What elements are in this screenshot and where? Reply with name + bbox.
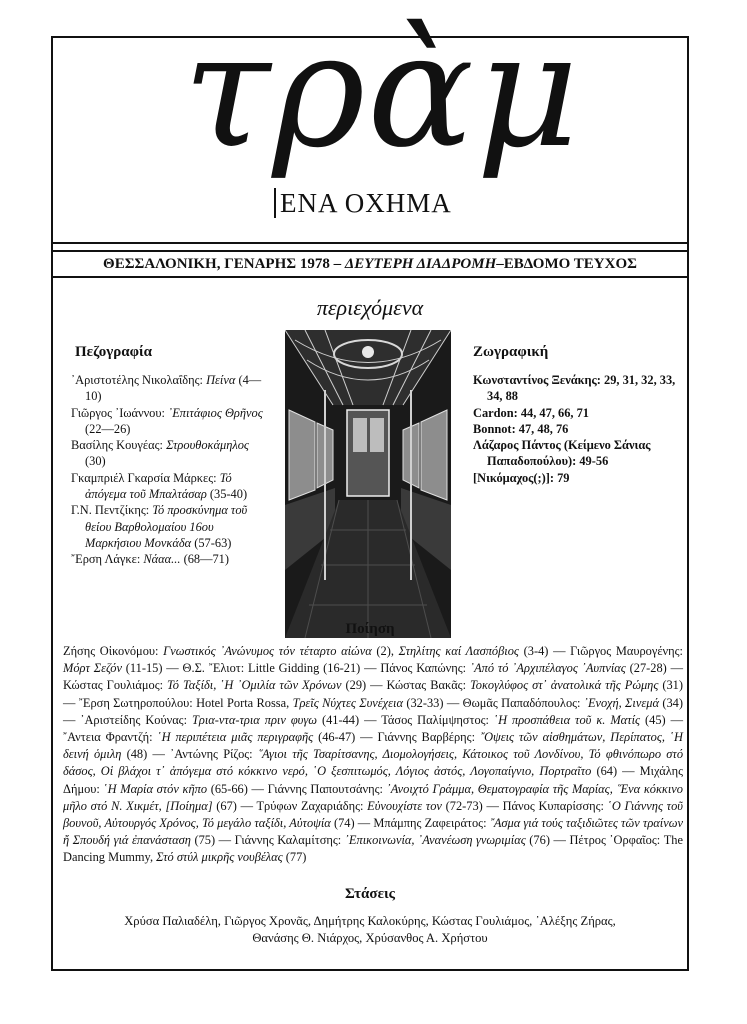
prose-author: Βασίλης Κουγέας: <box>71 438 167 453</box>
poetry-text: (76) — Πέτρος ᾿Ορφαῖος: The Dancing Mummy, <box>63 833 684 865</box>
prose-entry <box>71 551 271 567</box>
painting-entry: Bonnot: 47, 48, 76 <box>473 421 569 436</box>
poetry-text: (2), <box>371 644 399 658</box>
poetry-text: (46-47) — Γιάννης Βαρβέρης: <box>313 730 480 745</box>
poetry-text: (77) <box>282 850 307 865</box>
dateline-route: ΔΕΥΤΕΡΗ ΔΙΑΔΡΟΜΗ <box>344 256 497 272</box>
prose-pages: (30) <box>85 454 106 469</box>
poetry-work-title: ᾿Επικοινωνία, ᾿Ανανέωση γνωριμίας <box>344 833 526 848</box>
tram-interior-photo <box>285 330 451 638</box>
dateline <box>53 250 687 278</box>
poetry-work-title: Μόρτ Σεζόν <box>63 661 122 676</box>
prose-pages: (57-63) <box>191 535 232 550</box>
stations-list <box>53 913 687 947</box>
stations-line: Θανάσης Θ. Νιάρχος, Χρύσανθος Α. Χρήστου <box>252 931 488 945</box>
page-frame <box>51 0 689 971</box>
poetry-text: (64) — Μιχάλης Δήμου: <box>63 764 683 796</box>
prose-pages: (22—26) <box>85 421 131 436</box>
prose-entry <box>71 372 271 405</box>
prose-pages: (68—71) <box>180 552 229 567</box>
painting-entry: Κωνσταντίνος Ξενάκης: 29, 31, 32, 33, 34, 88 <box>473 373 676 404</box>
prose-author: ῎Ερση Λάγκε: <box>71 552 144 567</box>
prose-work: Τό ἀπόγεμα τοῦ Μπαλτάσαρ <box>85 470 232 502</box>
prose-entry <box>71 405 271 438</box>
prose-work: Νάαα... <box>143 552 181 567</box>
stations-heading: Στάσεις <box>345 886 395 902</box>
poetry-text: (32-33) — Θωμᾶς Παπαδόπουλος: <box>402 695 584 710</box>
poetry-work-title: ῾Ο Γιάννης τοῦ βουνοῦ, Αὐτουργός Χρόνος, Τό μεγάλο ταξίδι, Αὐτοψία <box>63 798 683 831</box>
stations-line: Χρύσα Παλιαδέλη, Γιῶργος Χρονᾶς, Δημήτρης Καλοκύρης, Κώστας Γουλιάμος, ᾿Αλέξης Ζήρας, <box>124 914 616 928</box>
dateline-place-date: ΘΕΣΣΑΛΟΝΙΚΗ, ΓΕΝΑΡΗΣ 1978 – <box>103 256 342 272</box>
prose-pages: (4—10) <box>85 373 262 404</box>
poetry-work-title: Εὐνουχίστε τον <box>367 798 442 813</box>
poetry-text: (27-28) — Κώστας Γουλιάμος: <box>63 661 683 693</box>
prose-entry <box>71 470 271 503</box>
poetry-work-title: Τό Ταξίδι, ῾Η ᾿Ομιλία τῶν Χρόνων <box>167 678 342 693</box>
tram-interior-illustration <box>285 330 451 638</box>
prose-author: Γιῶργος ᾿Ιωάννου: <box>71 405 169 420</box>
poetry-text: (11-15) — Θ.Σ. ῎Ελιοτ: Little Gidding (16-21) — Πάνος Καπώνης: <box>121 661 470 676</box>
poetry-text: (65-66) — Γιάννης Παπουτσάνης: <box>207 781 387 796</box>
prose-list <box>71 372 271 568</box>
poetry-text: (31) — ῎Ερση Σωτηροπούλου: Hotel Porta Rossa, <box>63 678 683 710</box>
prose-pages: (35-40) <box>206 487 248 502</box>
prose-work: Πείνα <box>206 373 236 387</box>
poetry-text: (45) — ῎Αντεια Φραντζή: <box>63 712 683 745</box>
poetry-work-title: ῾Η περιπέτεια μιᾶς περιγραφῆς <box>157 730 314 745</box>
poetry-work-title: ῎Ασμα γιά τούς ταξιδιῶτες τῶν τραίνων ἤ Σπουδή γιά ἐπανάσταση <box>63 816 683 848</box>
prose-work: Τό προσκύνημα τοῦ θείου Βαρθολομαίου 16ου Μαρκήσιου Μονκάδα <box>85 503 248 550</box>
poetry-text: (41-44) — Τάσος Παλίμψηστος: <box>317 712 494 727</box>
poetry-work-title: ᾿Ανοιχτό Γράμμα, Θεματογραφία τῆς Μαρίας, ῞Ενα κόκκινο μῆλο στό Ν. Χικμέτ, [Ποίημα] <box>63 781 683 813</box>
painting-entry: [Νικόμαχος(;)]: 79 <box>473 470 570 485</box>
poetry-text: Ζήσης Οἰκονόμου: <box>63 644 164 658</box>
poetry-work-title: Στό στύλ μικρῆς νουβέλας <box>156 850 283 865</box>
painting-entry: Cardon: 44, 47, 66, 71 <box>473 405 589 420</box>
painting-heading: Ζωγραφική <box>473 344 549 360</box>
poetry-work-title: Τρεῖς Νύχτες Συνέχεια <box>292 695 403 710</box>
poetry-text: (29) — Κώστας Βακᾶς: <box>341 678 471 693</box>
poetry-text: (74) — Μπάμπης Ζαφειράτος: <box>330 816 490 831</box>
poetry-work-title: Τρια-ντα-τρια πριν φυγω <box>192 712 317 727</box>
poetry-text: (3-4) — Γιῶργος Μαυρογένης: <box>518 644 683 658</box>
poetry-text: (72-73) — Πάνος Κυπαρίσσης: <box>441 798 608 813</box>
painting-list <box>473 372 683 486</box>
prose-work: Στρουθοκάμηλος <box>166 438 249 453</box>
poetry-text: (67) — Τρύφων Ζαχαριάδης: <box>212 798 368 813</box>
poetry-heading: Ποίηση <box>345 621 395 637</box>
prose-entry <box>71 437 271 470</box>
poetry-text: (34) — ᾿Αριστείδης Κούνας: <box>63 695 683 727</box>
poetry-work-title: Τοκογλύφος στ᾿ ἀνατολικά τῆς Ρώμης <box>470 678 659 693</box>
prose-author: Γκαμπριέλ Γκαρσία Μάρκες: <box>71 470 220 485</box>
painting-entry: Λάζαρος Πάντος (Κείμενο Σάνιας Παπαδοπούλου): 49-56 <box>473 438 651 469</box>
masthead <box>53 0 687 244</box>
prose-author: ᾿Αριστοτέλης Νικολαΐδης: <box>71 373 207 387</box>
dateline-issue: –ΕΒΔΟΜΟ ΤΕΥΧΟΣ <box>496 256 637 272</box>
poetry-text: (75) — Γιάννης Καλαμίτσης: <box>190 833 345 848</box>
magazine-subtitle: ΕΝΑ ΟΧΗΜΑ <box>274 188 452 218</box>
prose-work: ᾿Επιτάφιος Θρῆνος <box>168 405 263 420</box>
prose-heading: Πεζογραφία <box>75 344 153 360</box>
contents-title: περιεχόμενα <box>316 295 424 320</box>
prose-author: Γ.Ν. Πεντζίκης: <box>71 503 153 518</box>
poetry-work-title: Γνωστικός ᾿Ανώνυμος τόν τέταρτο αἰώνα <box>163 644 372 658</box>
poetry-work-title: Στηλίτης καί Λασπόβιος <box>398 644 519 658</box>
prose-entry <box>71 502 271 551</box>
poetry-work-title: ῞Αγιοι τῆς Τσαρίτσανης, Διομολογήσεις, Κάτοικος τοῦ Λονδίνου, Τό φθινόπωρο στό δάσος, Οἱ βλάχοι τ᾿ ἀπόγεμα στό κόκκινο νερό, ῾Ο ξεσπιτωμός, Λόγιος ἀστός, Λογοπαίγνιο, Πορτραῖτο <box>63 747 684 779</box>
poetry-work-title: ᾿Ενοχή, Σινεμά <box>583 695 659 710</box>
poetry-work-title: ῾Η Μαρία στόν κῆπο <box>103 781 208 796</box>
poetry-work-title: ᾿Από τό ᾿Αρχιπέλαγος ᾿Αυπνίας <box>469 661 626 676</box>
poetry-work-title: ῾Η προσπάθεια τοῦ κ. Ματίς <box>493 712 641 727</box>
poetry-work-title: ῎Οψεις τῶν αἰσθημάτων, Περίπατος, ῾Η δεινή ὁμιλη <box>63 730 683 762</box>
magazine-logo: τρὰμ <box>183 0 581 183</box>
poetry-text: (48) — ᾿Αντώνης Ρίζος: <box>121 747 258 762</box>
poetry-contents <box>63 643 683 867</box>
